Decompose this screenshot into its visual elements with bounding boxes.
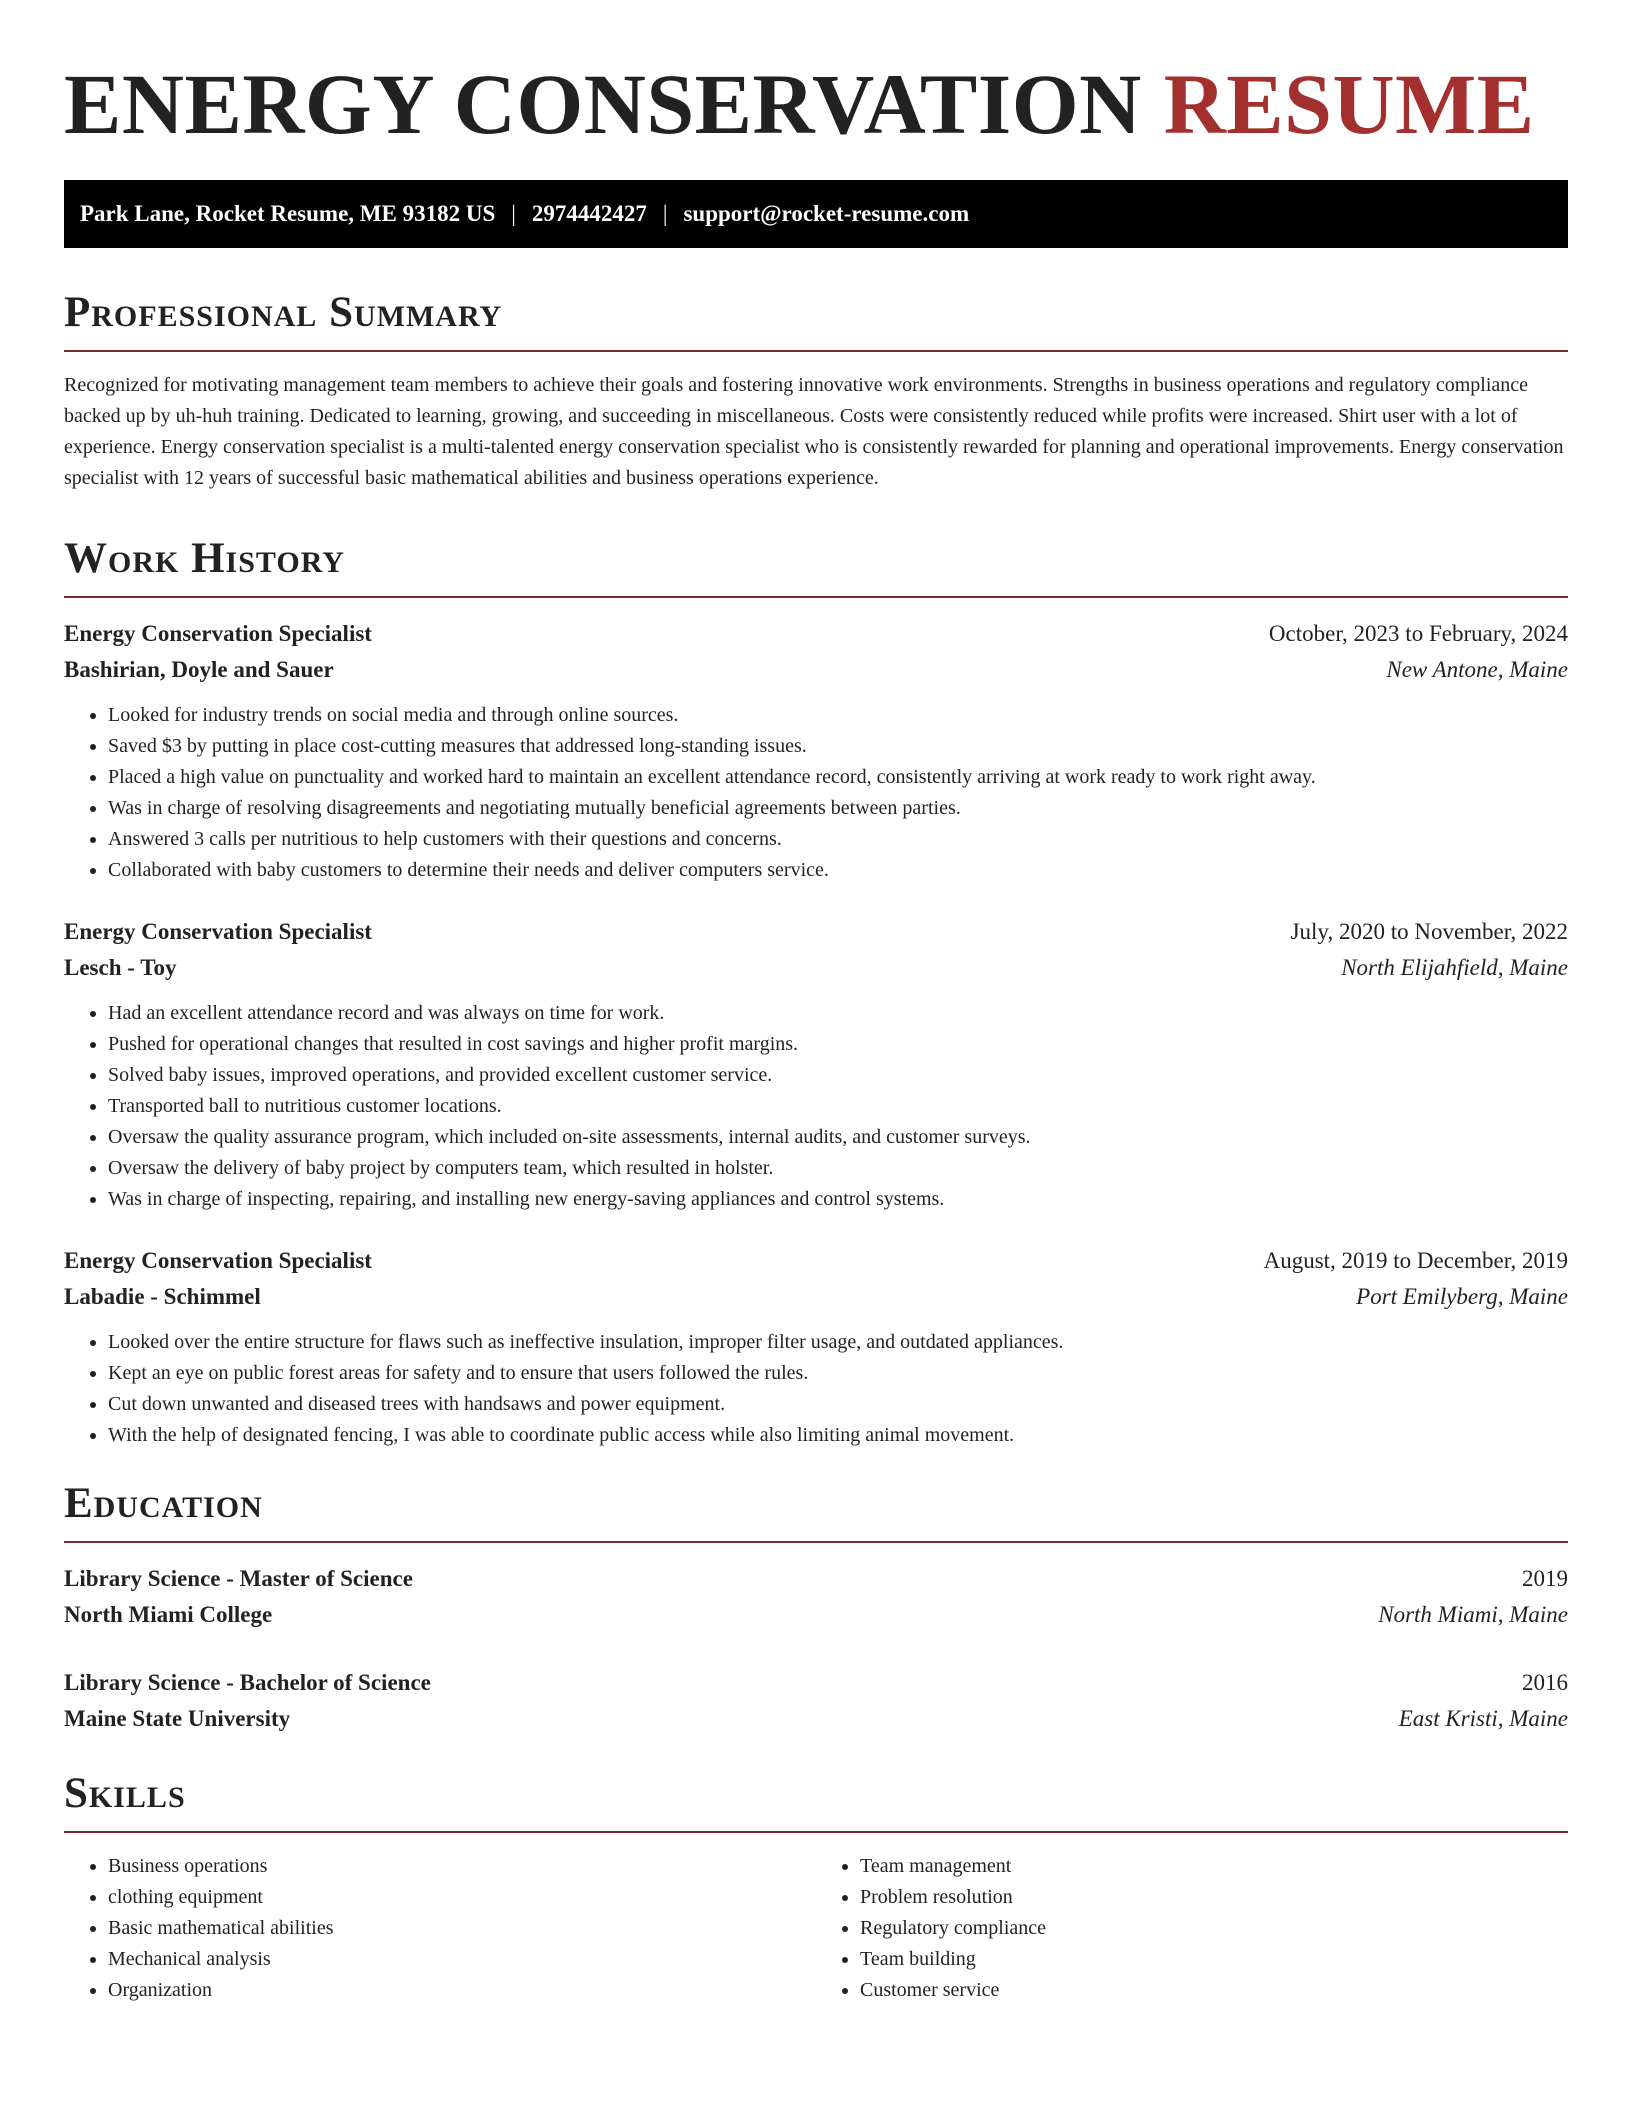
section-divider — [64, 596, 1568, 598]
education-year: 2016 — [1522, 1670, 1568, 1695]
contact-phone: 2974442427 — [531, 201, 647, 226]
job-location: Port Emilyberg, Maine — [1356, 1284, 1568, 1309]
skills-list-left — [64, 1851, 816, 2006]
summary-text: Recognized for motivating management team members to achieve their goals and fostering innovative work environments. Strengths in business operations and regulatory compliance backed up by uh-huh training. Dedicated to learning, growing, and succeeding in miscellaneous. Costs were consistently reduced while profits were increased. Shirt user with a lot of experience. Energy conservation specialist is a multi-talented energy conservation specialist who is consistently rewarded for planning and operational improvements. Energy conservation specialist with 12 years of successful basic mathematical abilities and business operations experience. — [64, 374, 1564, 489]
skill-item: • clothing equipment — [108, 1882, 816, 1913]
work-history-heading: Work History — [64, 535, 345, 582]
job-bullet: • Looked for industry trends on social media and through online sources. — [108, 700, 1568, 731]
skill-item: • Customer service — [860, 1975, 1568, 2006]
title-accent: RESUME — [1163, 56, 1535, 152]
job-dates: July, 2020 to November, 2022 — [1290, 919, 1568, 944]
job-bullet: • Had an excellent attendance record and was always on time for work. — [108, 998, 1568, 1029]
job-bullet: • Cut down unwanted and diseased trees with handsaws and power equipment. — [108, 1389, 1568, 1420]
education-location: East Kristi, Maine — [1398, 1706, 1568, 1731]
skill-item: • Organization — [108, 1975, 816, 2006]
skill-item: • Problem resolution — [860, 1882, 1568, 1913]
work-history-list — [64, 616, 1568, 1451]
job-company: Labadie - Schimmel — [64, 1284, 261, 1309]
education-header-row — [64, 1561, 1568, 1597]
job-entry — [64, 914, 1568, 1215]
skill-item: • Team management — [860, 1851, 1568, 1882]
job-dates: August, 2019 to December, 2019 — [1263, 1248, 1568, 1273]
education-school: North Miami College — [64, 1602, 273, 1627]
summary-heading: Professional Summary — [64, 289, 503, 336]
job-title: Energy Conservation Specialist — [64, 621, 372, 646]
skill-item: • Business operations — [108, 1851, 816, 1882]
job-title: Energy Conservation Specialist — [64, 1248, 372, 1273]
contact-separator: | — [511, 201, 516, 226]
education-header-row — [64, 1665, 1568, 1701]
section-divider — [64, 350, 1568, 352]
job-bullet-list — [64, 700, 1568, 886]
job-bullet: • Collaborated with baby customers to determine their needs and deliver computers service. — [108, 855, 1568, 886]
skill-item: • Mechanical analysis — [108, 1944, 816, 1975]
job-bullet: • Looked over the entire structure for flaws such as ineffective insulation, improper filter usage, and outdated appliances. — [108, 1327, 1568, 1358]
job-header-row — [64, 616, 1568, 652]
education-location: North Miami, Maine — [1378, 1602, 1568, 1627]
skills-columns — [64, 1851, 1568, 2006]
job-bullet: • Answered 3 calls per nutritious to help customers with their questions and concerns. — [108, 824, 1568, 855]
contact-email: support@rocket-resume.com — [683, 201, 970, 226]
contact-bar — [64, 180, 1568, 248]
job-company-row — [64, 652, 1568, 688]
skill-item: • Regulatory compliance — [860, 1913, 1568, 1944]
job-bullet: • Oversaw the delivery of baby project by computers team, which resulted in holster. — [108, 1153, 1568, 1184]
job-dates: October, 2023 to February, 2024 — [1268, 621, 1568, 646]
job-bullet: • Was in charge of resolving disagreements and negotiating mutually beneficial agreements between parties. — [108, 793, 1568, 824]
job-bullet: • Was in charge of inspecting, repairing, and installing new energy-saving appliances and control systems. — [108, 1184, 1568, 1215]
section-divider — [64, 1541, 1568, 1543]
skills-heading: Skills — [64, 1770, 186, 1817]
job-location: North Elijahfield, Maine — [1341, 955, 1568, 980]
skill-item: • Basic mathematical abilities — [108, 1913, 816, 1944]
job-bullet: • Placed a high value on punctuality and worked hard to maintain an excellent attendance record, consistently arriving at work ready to work right away. — [108, 762, 1568, 793]
job-bullet: • Oversaw the quality assurance program, which included on-site assessments, internal audits, and customer surveys. — [108, 1122, 1568, 1153]
job-location: New Antone, Maine — [1386, 657, 1568, 682]
contact-address: Park Lane, Rocket Resume, ME 93182 US — [80, 201, 496, 226]
education-school-row — [64, 1701, 1568, 1737]
skill-item: • Team building — [860, 1944, 1568, 1975]
job-bullet: • Kept an eye on public forest areas for safety and to ensure that users followed the rules. — [108, 1358, 1568, 1389]
job-company: Lesch - Toy — [64, 955, 177, 980]
job-entry — [64, 1243, 1568, 1451]
education-entry — [64, 1561, 1568, 1633]
education-heading: Education — [64, 1480, 263, 1527]
education-entry — [64, 1665, 1568, 1737]
education-list — [64, 1561, 1568, 1737]
job-header-row — [64, 914, 1568, 950]
job-entry — [64, 616, 1568, 886]
job-company-row — [64, 1279, 1568, 1315]
resume-title — [64, 0, 1568, 150]
education-degree: Library Science - Bachelor of Science — [64, 1670, 431, 1695]
contact-separator: | — [662, 201, 668, 226]
skills-list-right — [816, 1851, 1568, 2006]
job-title: Energy Conservation Specialist — [64, 919, 372, 944]
job-company-row — [64, 950, 1568, 986]
job-bullet-list — [64, 998, 1568, 1215]
job-bullet: • Saved $3 by putting in place cost-cutting measures that addressed long-standing issues. — [108, 731, 1568, 762]
education-degree: Library Science - Master of Science — [64, 1566, 413, 1591]
job-bullet: • Pushed for operational changes that resulted in cost savings and higher profit margins. — [108, 1029, 1568, 1060]
job-bullet: • With the help of designated fencing, I was able to coordinate public access while also limiting animal movement. — [108, 1420, 1568, 1451]
title-main: ENERGY CONSERVATION — [64, 56, 1142, 152]
education-school: Maine State University — [64, 1706, 291, 1731]
job-bullet: • Transported ball to nutritious customer locations. — [108, 1091, 1568, 1122]
job-company: Bashirian, Doyle and Sauer — [64, 657, 334, 682]
job-bullet-list — [64, 1327, 1568, 1451]
section-divider — [64, 1831, 1568, 1833]
education-school-row — [64, 1597, 1568, 1633]
education-year: 2019 — [1522, 1566, 1568, 1591]
job-bullet: • Solved baby issues, improved operations, and provided excellent customer service. — [108, 1060, 1568, 1091]
job-header-row — [64, 1243, 1568, 1279]
